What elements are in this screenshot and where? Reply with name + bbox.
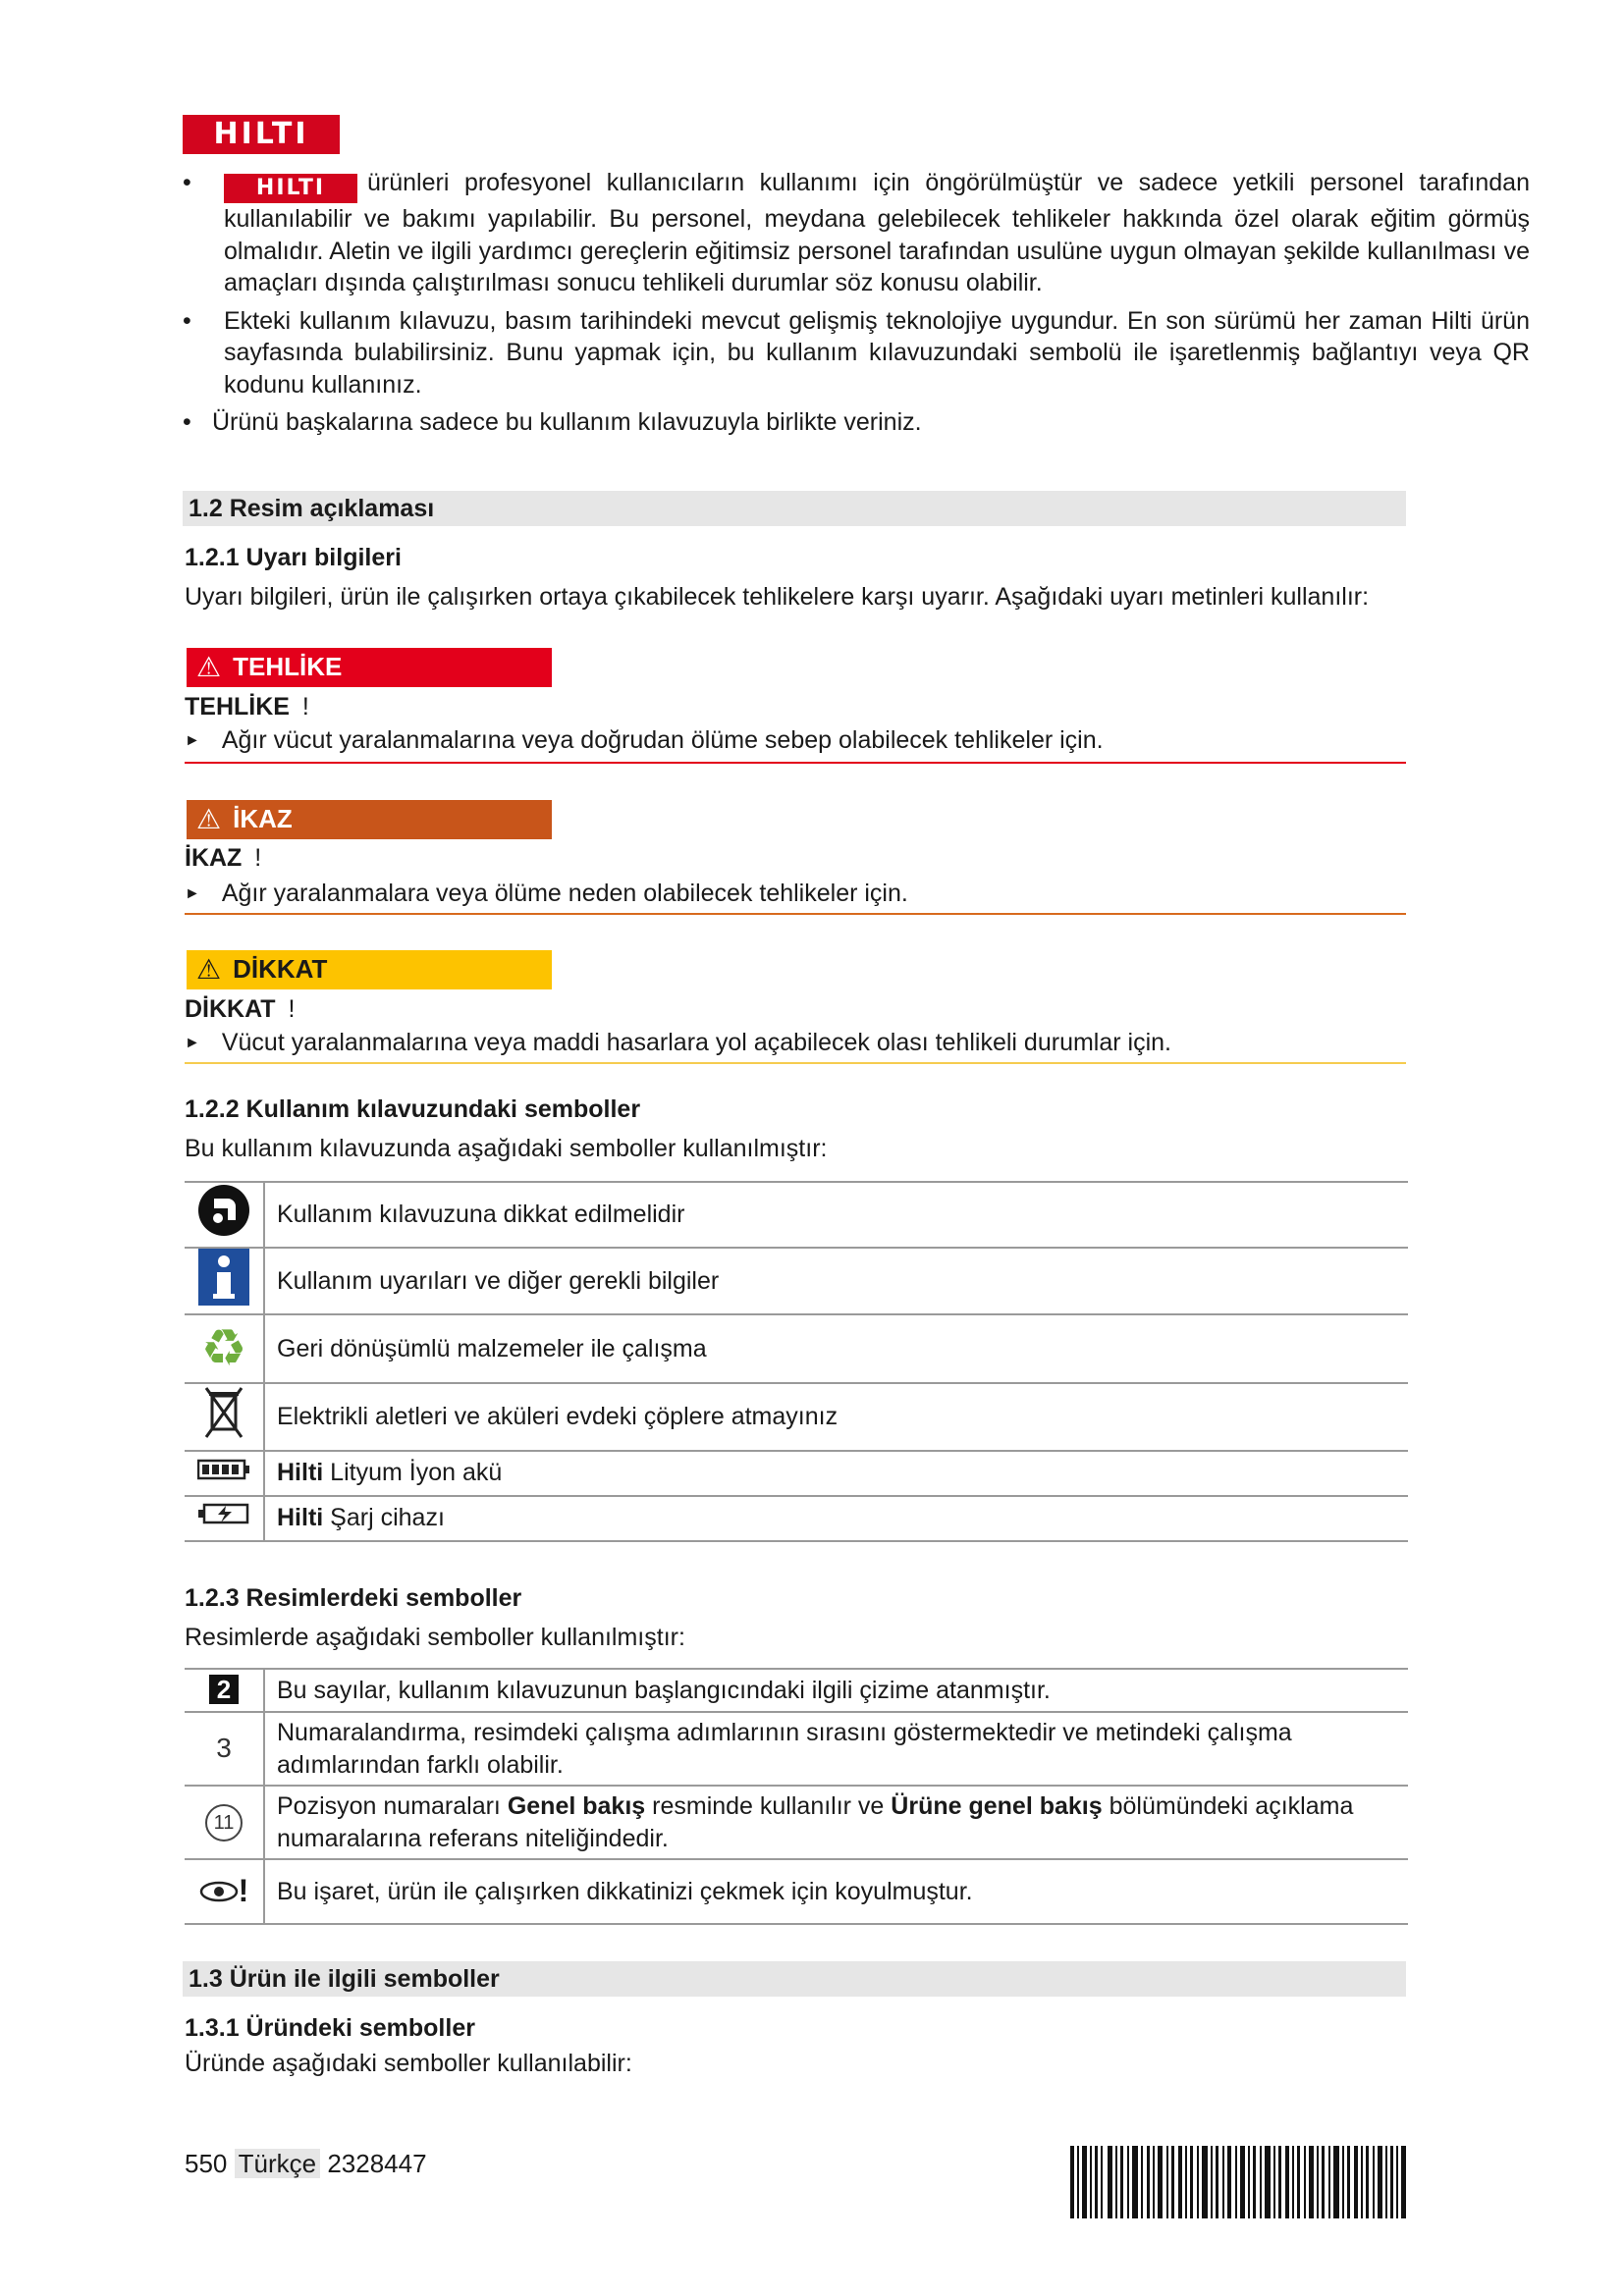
subsection-heading-1-2-2: 1.2.2 Kullanım kılavuzundaki semboller [185, 1095, 641, 1123]
list-item [183, 406, 1530, 439]
symbol-description: Hilti Şarj cihazı [264, 1496, 1408, 1541]
bullet-text: ürünleri profesyonel kullanıcıların kullanımı için öngörülmüştür ve sadece yetkili personel tarafından kullanılabilir ve bakımı yapılabilir. Bu personel, meydana gelebilecek tehlikeler hakkında özel olarak eğitim görmüş olmalıdır. Aletin ve ilgili yardımcı gereçlerin eğitimsiz personel tarafından usulüne uygun olmayan şekilde kullanılması ve amaçları dışında çalıştırılması sonucu tehlikeli durumlar söz konusu olabilir. [224, 169, 1530, 296]
symbol-description: Kullanım uyarıları ve diğer gerekli bilgiler [264, 1248, 1408, 1315]
danger-signal-word: TEHLİKE ! [185, 693, 309, 721]
caution-signal-word: DİKKAT ! [185, 995, 296, 1023]
symbol-description: Kullanım kılavuzuna dikkat edilmelidir [264, 1182, 1408, 1248]
table-row [185, 1248, 1408, 1315]
table-row [185, 1451, 1408, 1496]
list-item [183, 305, 1530, 401]
danger-description: ► Ağır vücut yaralanmalarına veya doğrudan ölüme sebep olabilecek tehlikeler için. [185, 726, 1104, 754]
warning-triangle-icon: ⚠ [196, 804, 222, 834]
info-icon [185, 1248, 264, 1315]
arrow-bullet-icon: ► [185, 732, 200, 749]
attention-eye-icon: ! [185, 1859, 264, 1924]
warning-triangle-icon: ⚠ [196, 652, 222, 682]
step-number-icon: 3 [185, 1712, 264, 1786]
table-row [185, 1496, 1408, 1541]
arrow-bullet-icon: ► [185, 1035, 200, 1051]
table-row [185, 1383, 1408, 1451]
section-heading-1-2: 1.2 Resim açıklaması [183, 491, 1406, 526]
symbol-description: Pozisyon numaraları Genel bakış resminde kullanılır ve Ürüne genel bakış bölümündeki açıklama numaralarına referans niteliğindedir. [264, 1786, 1408, 1859]
symbol-description: Geri dönüşümlü malzemeler ile çalışma [264, 1314, 1408, 1383]
table-row [185, 1859, 1408, 1924]
symbol-description: Numaralandırma, resimdeki çalışma adımlarının sırasını göstermektedir ve metindeki çalışma adımlarından farklı olabilir. [264, 1712, 1408, 1786]
arrow-bullet-icon: ► [185, 885, 200, 902]
caution-description: ► Vücut yaralanmalarına veya maddi hasarlara yol açabilecek olası tehlikeli durumlar için. [185, 1029, 1171, 1056]
manual-symbols-table [185, 1181, 1408, 1542]
position-number-icon: 11 [185, 1786, 264, 1859]
list-item [183, 167, 1530, 299]
bullet-text: Ekteki kullanım kılavuzu, basım tarihindeki mevcut gelişmiş teknolojiye uygundur. En son sürümü her zaman Hilti ürün sayfasında bulabilirsiniz. Bunu yapmak için, bu kullanım kılavuzundaki sembolü ile işaretlenmiş bağlantıyı veya QR kodunu kullanınız. [224, 306, 1530, 399]
bullet-text: Ürünü başkalarına sadece bu kullanım kılavuzuyla birlikte veriniz. [212, 408, 922, 436]
symbol-description: Bu sayılar, kullanım kılavuzunun başlangıcındaki ilgili çizime atanmıştır. [264, 1669, 1408, 1712]
table-row [185, 1182, 1408, 1248]
danger-label-text: TEHLİKE [233, 652, 343, 682]
warning-label-text: İKAZ [233, 804, 293, 834]
battery-icon [185, 1451, 264, 1496]
page-footer [185, 2148, 427, 2181]
warning-intro-text: Uyarı bilgileri, ürün ile çalışırken ortaya çıkabilecek tehlikelere karşı uyarır. Aşağıdaki uyarı metinleri kullanılır: [185, 583, 1370, 611]
bullet-dot: • [183, 169, 191, 196]
table-row [185, 1712, 1408, 1786]
danger-rule [185, 762, 1406, 764]
page-number: 550 [185, 2149, 228, 2178]
bullet-dot: • [183, 408, 191, 436]
read-manual-icon [185, 1182, 264, 1248]
warning-rule [185, 913, 1406, 915]
symbol-description: Elektrikli aletleri ve aküleri evdeki çöplere atmayınız [264, 1383, 1408, 1451]
warning-triangle-icon: ⚠ [196, 954, 222, 985]
charger-icon [185, 1496, 264, 1541]
symbol-description: Hilti Lityum İyon akü [264, 1451, 1408, 1496]
caution-label [187, 950, 552, 989]
warning-signal-word: İKAZ ! [185, 844, 262, 872]
subsection-heading-1-2-3: 1.2.3 Resimlerdeki semboller [185, 1584, 522, 1612]
section-heading-1-3: 1.3 Ürün ile ilgili semboller [183, 1961, 1406, 1997]
figure-symbols-table [185, 1668, 1408, 1925]
figure-number-icon: 2 [185, 1669, 264, 1712]
barcode [1070, 2146, 1406, 2218]
caution-label-text: DİKKAT [233, 954, 328, 985]
table-row [185, 1786, 1408, 1859]
caution-rule [185, 1062, 1406, 1064]
product-symbols-intro: Üründe aşağıdaki semboller kullanılabilir: [185, 2050, 632, 2077]
bullet-dot: • [183, 306, 191, 335]
symbol-description: Bu işaret, ürün ile çalışırken dikkatinizi çekmek için koyulmuştur. [264, 1859, 1408, 1924]
hilti-logo [183, 115, 340, 154]
subsection-heading-1-3-1: 1.3.1 Üründeki semboller [185, 2014, 475, 2042]
danger-label [187, 648, 552, 687]
hilti-inline-logo: HILTI [224, 174, 357, 203]
footer-language: Türkçe [235, 2149, 320, 2178]
warning-description: ► Ağır yaralanmalara veya ölüme neden olabilecek tehlikeler için. [185, 880, 908, 907]
crossed-bin-icon [185, 1383, 264, 1451]
table-row [185, 1669, 1408, 1712]
table-row [185, 1314, 1408, 1383]
subsection-heading-1-2-1: 1.2.1 Uyarı bilgileri [185, 544, 402, 571]
recycle-icon: ♻ [185, 1314, 264, 1383]
document-number: 2328447 [327, 2149, 427, 2178]
intro-bullet-list [183, 167, 1530, 445]
logo-text: HILTI [213, 117, 309, 151]
manual-symbols-intro: Bu kullanım kılavuzunda aşağıdaki semboller kullanılmıştır: [185, 1135, 828, 1162]
warning-label [187, 800, 552, 839]
figure-symbols-intro: Resimlerde aşağıdaki semboller kullanılmıştır: [185, 1624, 685, 1651]
